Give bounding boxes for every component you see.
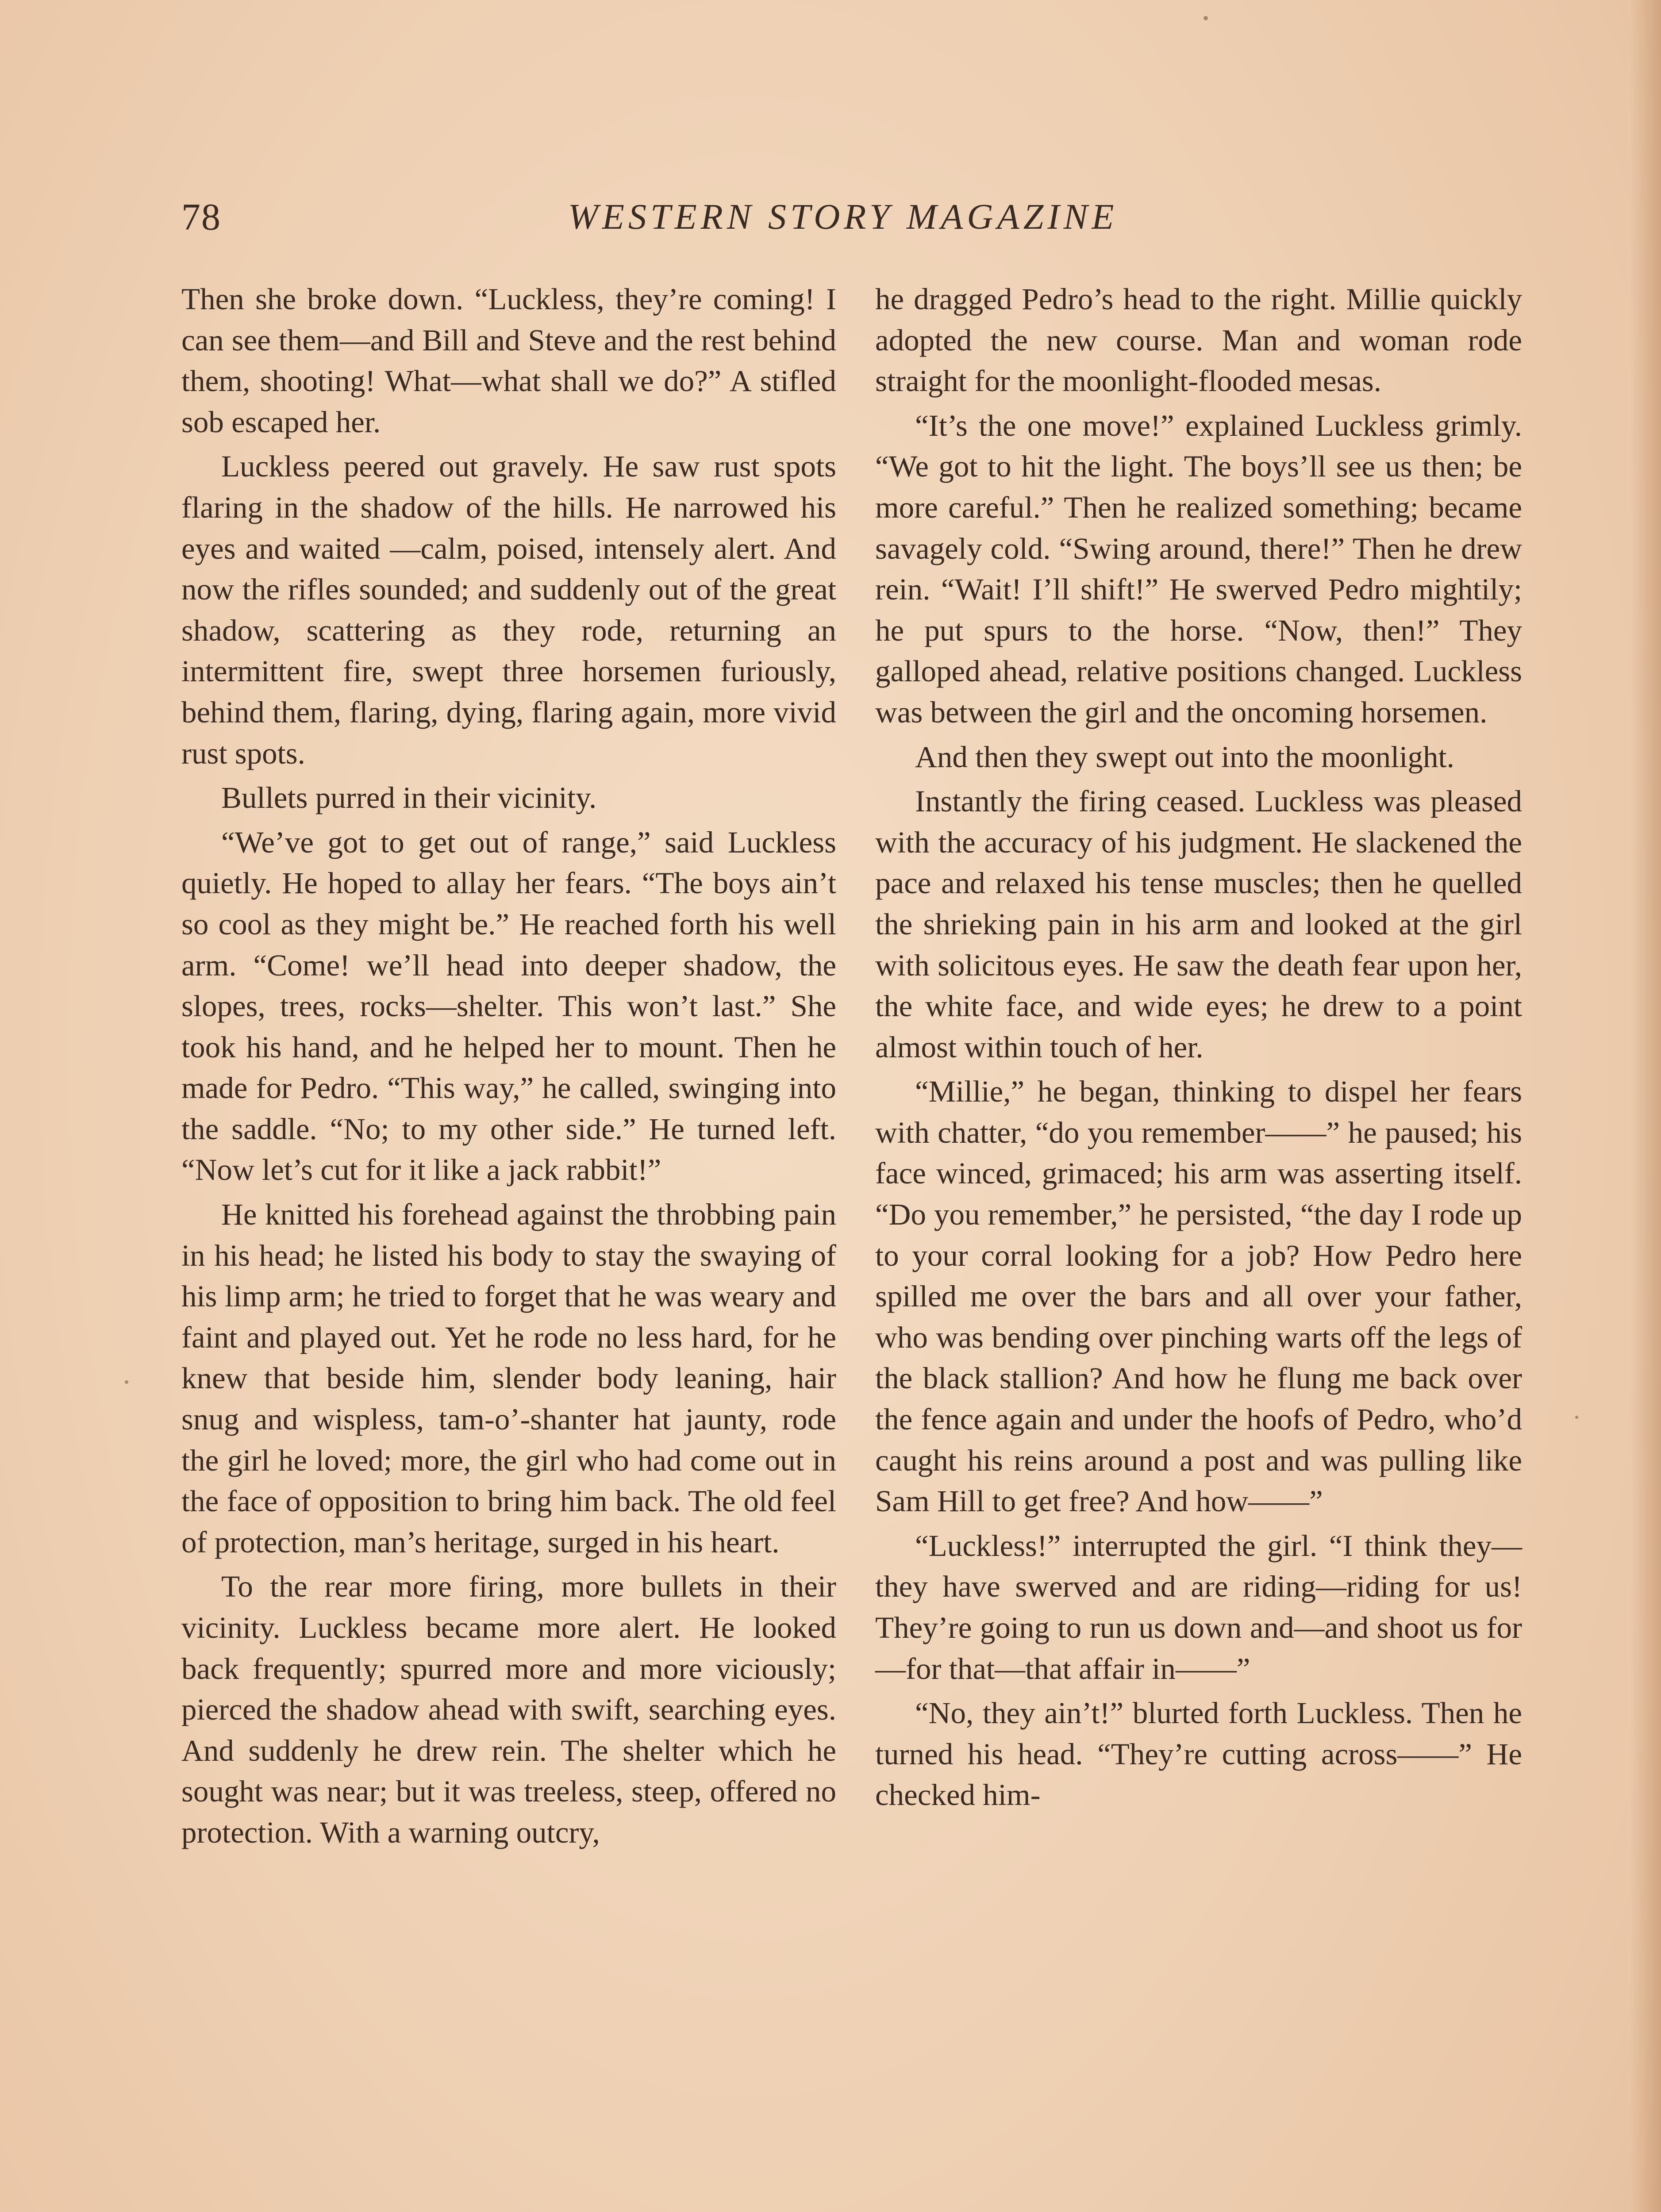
- paragraph: “It’s the one move!” explained Luckless grimly. “We got to hit the light. The boys’ll see us then; be more careful.” Then he realized something; became savagely cold. “Swing around, there!” Then he drew rein. “Wait! I’ll shift!” He swerved Pedro mightily; he put spurs to the horse. “Now, then!” They galloped ahead, relative positions changed. Luckless was between the girl and the oncoming horsemen.: [875, 408, 1522, 729]
- page-number: 78: [181, 196, 221, 238]
- paper-speck: [125, 1380, 128, 1384]
- text-column-left: [181, 279, 836, 1853]
- paragraph: Then she broke down. “Luckless, they’re coming! I can see them—and Bill and Steve and the rest behind them, shooting! What—what shall we do?” A stifled sob escaped her.: [181, 282, 836, 439]
- paragraph: Instantly the firing ceased. Luckless was pleased with the accuracy of his judgment. He slackened the pace and relaxed his tense muscles; then he quelled the shrieking pain in his arm and looked at the girl with solicitous eyes. He saw the death fear upon her, the white face, and wide eyes; he drew to a point almost within touch of her.: [875, 784, 1522, 1064]
- paragraph: “No, they ain’t!” blurted forth Luckless. Then he turned his head. “They’re cutting across——” He checked him-: [875, 1696, 1522, 1812]
- paragraph: He knitted his forehead against the throbbing pain in his head; he listed his body to stay the swaying of his limp arm; he tried to forget that he was weary and faint and played out. Yet he rode no less hard, for he knew that beside him, slender body leaning, hair snug and wispless, tam-o’-shanter hat jaunty, rode the girl he loved; more, the girl who had come out in the face of opposition to bring him back. The old feel of protection, man’s heritage, surged in his heart.: [181, 1198, 836, 1559]
- paragraph: “Luckless!” interrupted the girl. “I think they—they have swerved and are riding—riding for us! They’re going to run us down and—and shoot us for —for that—that affair in——”: [875, 1528, 1522, 1686]
- paragraph: “We’ve got to get out of range,” said Luckless quietly. He hoped to allay her fears. “The boys ain’t so cool as they might be.” He reached forth his well arm. “Come! we’ll head into deeper shadow, the slopes, trees, rocks—shelter. This won’t last.” She took his hand, and he helped her to mount. Then he made for Pedro. “This way,” he called, swinging into the saddle. “No; to my other side.” He turned left. “Now let’s cut for it like a jack rabbit!”: [181, 825, 836, 1187]
- paragraph: “Millie,” he began, thinking to dispel her fears with chatter, “do you remember——” he paused; his face winced, grimaced; his arm was asserting itself. “Do you remember,” he persisted, “the day I rode up to your corral looking for a job? How Pedro here spilled me over the bars and all over your father, who was bending over pinching warts off the legs of the black stallion? And how he flung me back over the fence again and under the hoofs of Pedro, who’d caught his reins around a post and was pulling like Sam Hill to get free? And how——”: [875, 1075, 1522, 1518]
- paper-speck: [1575, 1416, 1578, 1419]
- paragraph: Luckless peered out gravely. He saw rust spots flaring in the shadow of the hills. He narrowed his eyes and waited —calm, poised, intensely alert. And now the rifles sounded; and suddenly out of the great shadow, scattering as they rode, returning an intermittent fire, swept three horsemen furiously, behind them, flaring, dying, flaring again, more vivid rust spots.: [181, 449, 836, 770]
- page-header: [181, 190, 1504, 243]
- paragraph: And then they swept out into the moonlight.: [915, 740, 1454, 774]
- magazine-title: WESTERN STORY MAGAZINE: [568, 196, 1118, 237]
- paragraph: Bullets purred in their vicinity.: [221, 781, 597, 815]
- paragraph: he dragged Pedro’s head to the right. Millie quickly adopted the new course. Man and woman rode straight for the moonlight-flooded mesas.: [875, 282, 1522, 398]
- paper-edge-shadow: [1630, 0, 1661, 2212]
- paper-speck: [1203, 16, 1208, 20]
- paragraph: To the rear more firing, more bullets in their vicinity. Luckless became more alert. He looked back frequently; spurred more and more viciously; pierced the shadow ahead with swift, searching eyes. And suddenly he drew rein. The shelter which he sought was near; but it was treeless, steep, offered no protection. With a warning outcry,: [181, 1570, 836, 1849]
- text-column-right: [875, 279, 1522, 1816]
